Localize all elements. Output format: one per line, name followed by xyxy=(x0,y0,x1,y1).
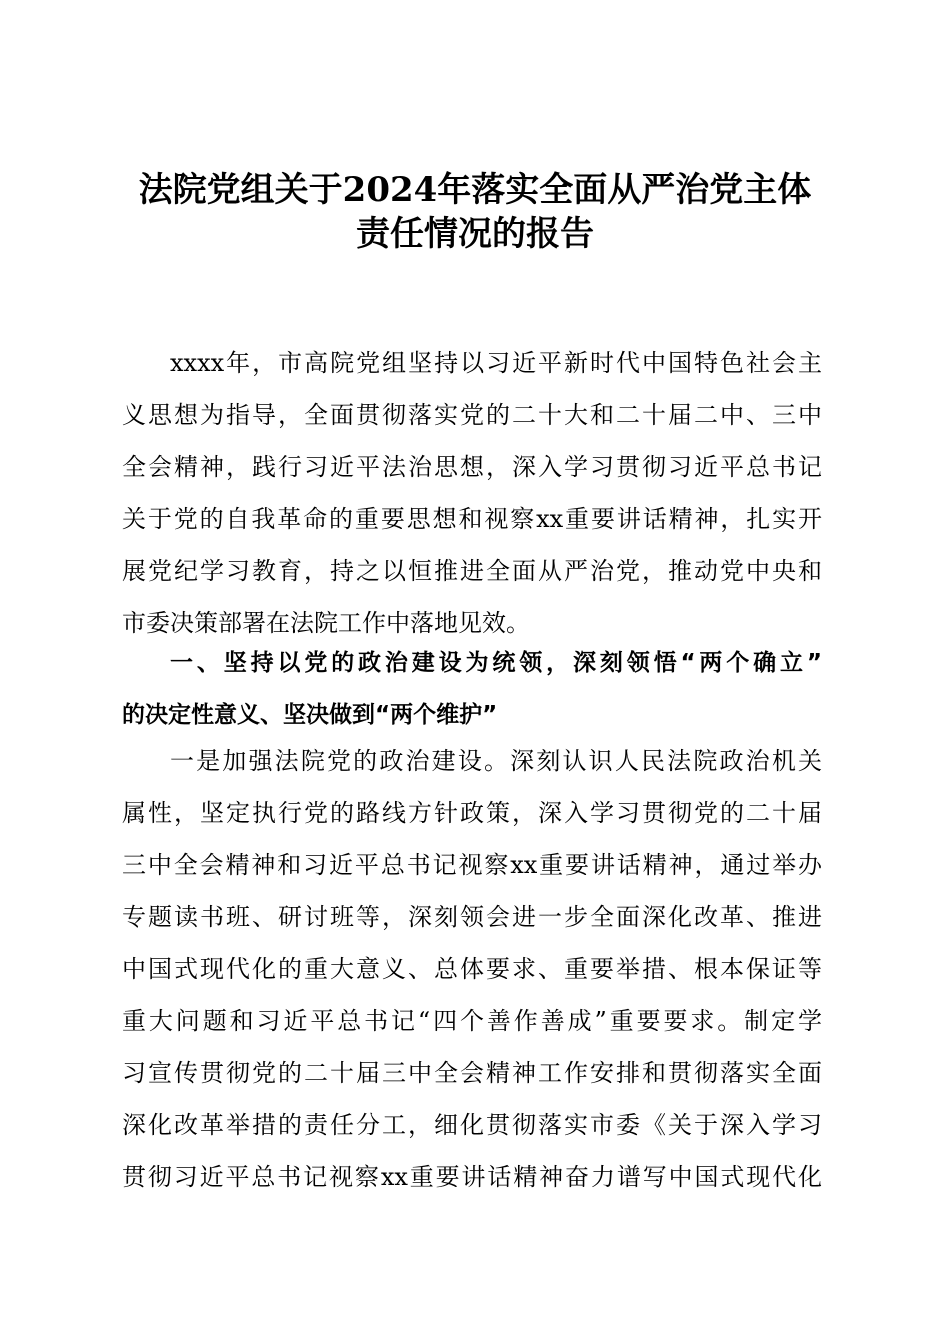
text-line: xxxx年，市高院党组坚持以习近平新时代中国特色社会主 xyxy=(170,349,822,377)
text-line: 贯彻习近平总书记视察xx重要讲话精神奋力谱写中国式现代化 xyxy=(122,1163,822,1191)
text-line: 专题读书班、研讨班等，深刻领会进一步全面深化改革、推进 xyxy=(122,903,822,931)
text-line: 全会精神，践行习近平法治思想，深入学习贯彻习近平总书记 xyxy=(122,453,822,481)
text-line: 三中全会精神和习近平总书记视察xx重要讲话精神，通过举办 xyxy=(122,851,822,879)
text-line: 市委决策部署在法院工作中落地见效。 xyxy=(122,609,530,637)
text-line: 中国式现代化的重大意义、总体要求、重要举措、根本保证等 xyxy=(122,955,822,983)
heading-line: 一、坚持以党的政治建设为统领，深刻领悟“两个确立” xyxy=(170,650,822,676)
text-line: 重大问题和习近平总书记“四个善作善成”重要要求。制定学 xyxy=(122,1007,822,1035)
text-line: 深化改革举措的责任分工，细化贯彻落实市委《关于深入学习 xyxy=(122,1111,822,1139)
title-line: 法院党组关于2024年落实全面从严治党主体 xyxy=(138,170,812,210)
text-line: 义思想为指导，全面贯彻落实党的二十大和二十届二中、三中 xyxy=(122,401,822,429)
text-line: 一是加强法院党的政治建设。深刻认识人民法院政治机关 xyxy=(170,747,822,775)
text-line: 属性，坚定执行党的路线方针政策，深入学习贯彻党的二十届 xyxy=(122,799,822,827)
text-line: 展党纪学习教育，持之以恒推进全面从严治党，推动党中央和 xyxy=(122,557,822,585)
text-line: 习宣传贯彻党的二十届三中全会精神工作安排和贯彻落实全面 xyxy=(122,1059,822,1087)
title-line: 责任情况的报告 xyxy=(356,214,594,254)
heading-line: 的决定性意义、坚决做到“两个维护” xyxy=(122,702,498,728)
text-line: 关于党的自我革命的重要思想和视察xx重要讲话精神，扎实开 xyxy=(122,505,822,533)
